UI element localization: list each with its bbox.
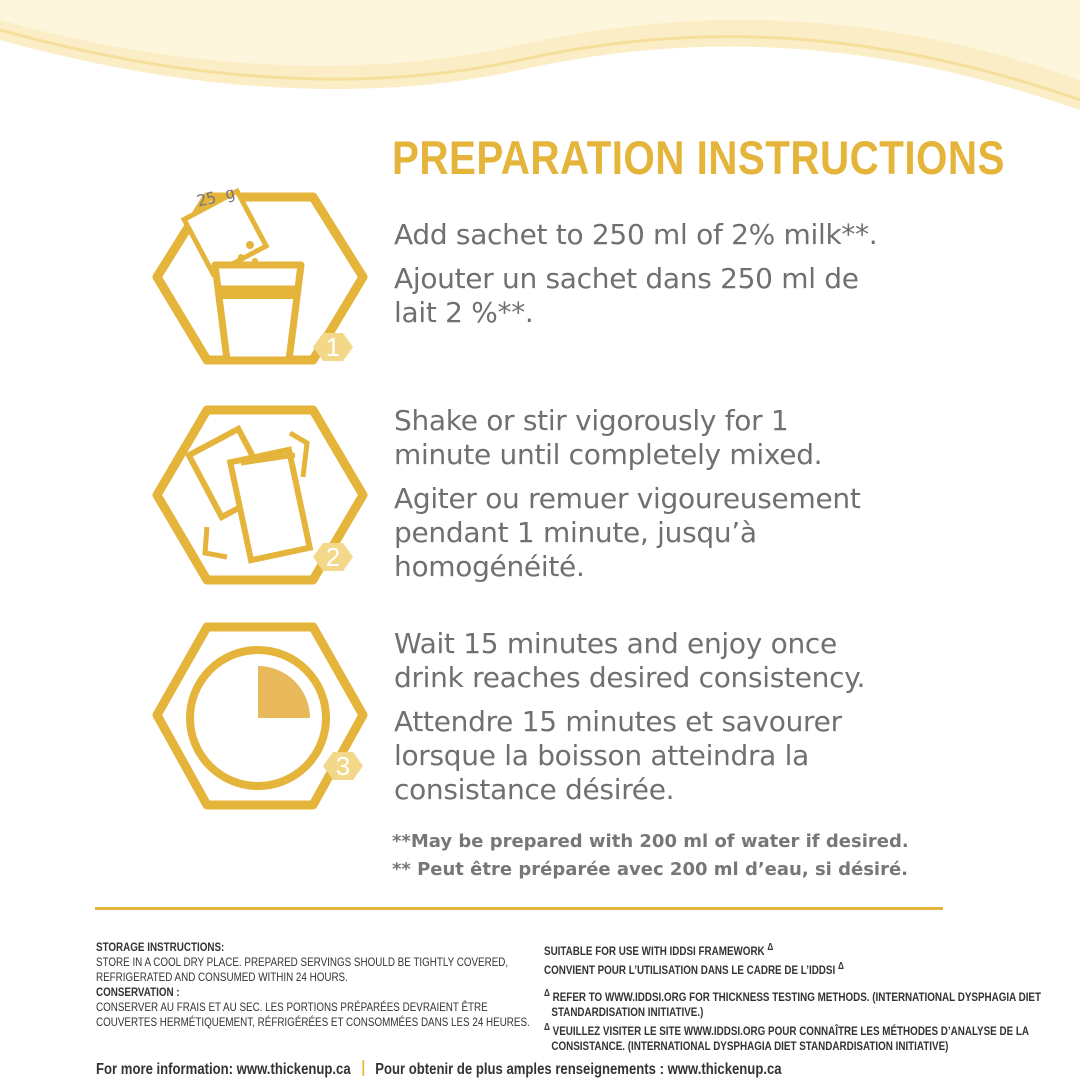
storage-body-en-1: STORE IN A COOL DRY PLACE. PREPARED SERVINGS SHOULD BE TIGHTLY COVERED, [96,955,509,969]
storage-heading-fr: CONSERVATION : [96,985,180,999]
sachet-label: 25 g [194,182,237,211]
storage-body-fr-1: CONSERVER AU FRAIS ET AU SEC. LES PORTIONS PRÉPARÉES DEVRAIENT ÊTRE [96,1000,488,1014]
delta-mark: Δ [767,942,774,953]
section-divider [95,907,943,910]
step-1-text [394,218,1054,340]
storage-heading-en: STORAGE INSTRUCTIONS: [96,940,225,954]
iddsi-ref-en-2: STANDARDISATION INITIATIVE.) [551,1005,704,1019]
step-2-french: Agiter ou remuer vigoureusement pendant 1 minute, jusqu’à homogénéité. [394,482,861,583]
step-3-icon [145,615,375,820]
note-french: ** Peut être préparée avec 200 ml d’eau, si désiré. [392,859,909,880]
timer-wedge [258,666,310,718]
page-title: PREPARATION INSTRUCTIONS [392,131,1005,184]
step-3-text [394,627,1054,817]
step-2-icon [145,395,375,600]
iddsi-ref-fr-1: VEUILLEZ VISITER LE SITE WWW.IDDSI.ORG POUR CONNAÎTRE LES MÉTHODES D’ANALYSE DE LA [552,1024,1030,1038]
storage-body-fr-2: COUVERTES HERMÉTIQUEMENT, RÉFRIGÉRÉES ET CONSOMMÉES DANS LES 24 HEURES. [96,1015,530,1029]
step-2-english: Shake or stir vigorously for 1 minute until completely mixed. [394,404,823,471]
step-1-number: 1 [325,332,341,362]
step-1-english: Add sachet to 250 ml of 2% milk**. [394,218,878,251]
footer [96,1060,782,1079]
storage-body-en-2: REFRIGERATED AND CONSUMED WITHIN 24 HOURS. [96,970,348,984]
delta-mark: Δ [837,961,844,972]
step-2-number: 2 [325,542,341,572]
note-english: **May be prepared with 200 ml of water if desired. [392,831,909,852]
iddsi-line-1: SUITABLE FOR USE WITH IDDSI FRAMEWORK [544,944,765,958]
iddsi-info [544,940,1041,1054]
iddsi-line-2: CONVIENT POUR L’UTILISATION DANS LE CADRE DE L’IDDSI [544,963,836,977]
footer-separator [362,1060,364,1076]
storage-instructions [96,940,530,1030]
step-1-french: Ajouter un sachet dans 250 ml de lait 2 %**. [394,262,859,329]
step-2-text [394,404,1054,594]
header-wave-decoration [0,0,1080,140]
iddsi-ref-fr-2: CONSISTANCE. (INTERNATIONAL DYSPHAGIA DIET STANDARDISATION INITIATIVE) [551,1039,949,1053]
delta-mark: Δ [544,988,550,999]
preparation-notes [392,830,909,886]
iddsi-ref-en-1: REFER TO WWW.IDDSI.ORG FOR THICKNESS TESTING METHODS. (INTERNATIONAL DYSPHAGIA DIET [552,990,1042,1004]
step-3-french: Attendre 15 minutes et savourer lorsque la boisson atteindra la consistance désirée. [394,705,842,806]
delta-mark: Δ [544,1022,550,1033]
step-3-number: 3 [335,751,351,781]
footer-french: Pour obtenir de plus amples renseignements : www.thickenup.ca [375,1061,782,1078]
footer-english: For more information: www.thickenup.ca [96,1061,351,1078]
step-1-icon [145,175,375,380]
step-3-english: Wait 15 minutes and enjoy once drink reaches desired consistency. [394,627,866,694]
